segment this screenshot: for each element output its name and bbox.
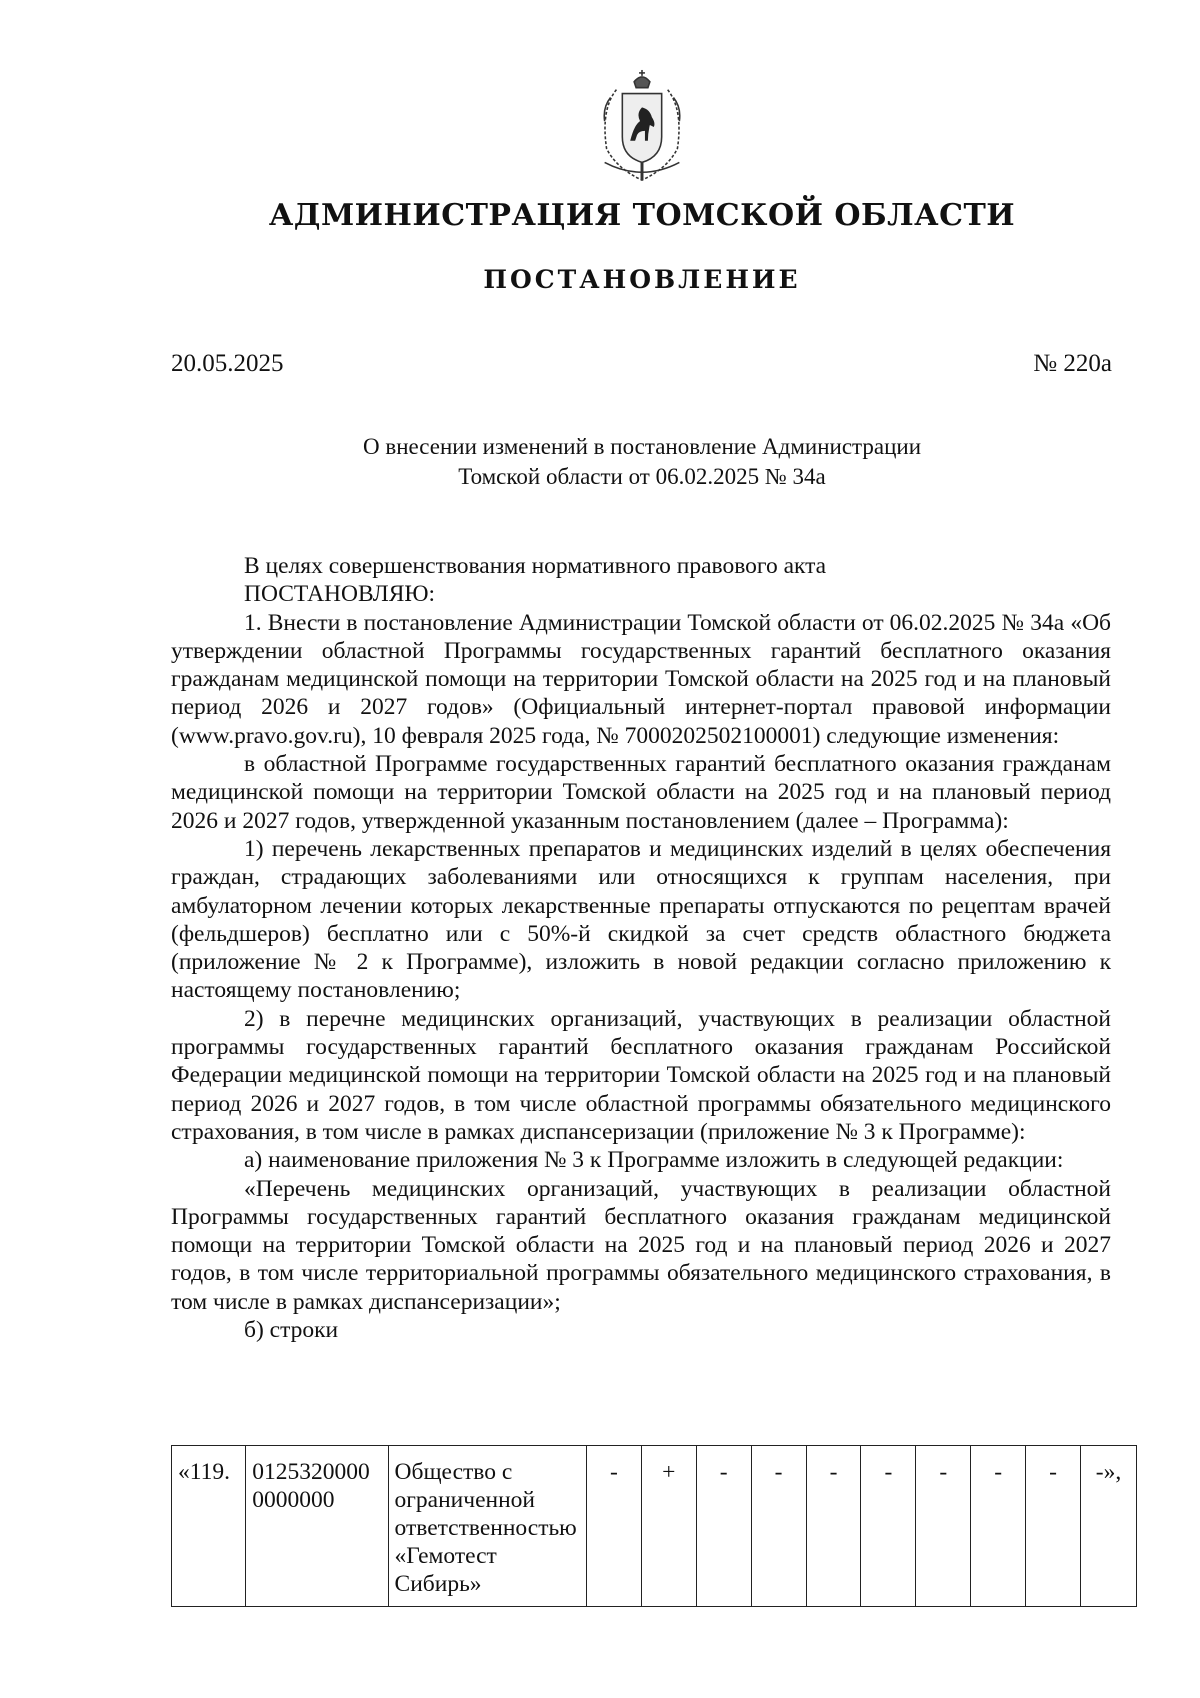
- table-row: [172, 1446, 1137, 1607]
- row-mark: +: [641, 1446, 696, 1607]
- row-mark: -: [696, 1446, 751, 1607]
- row-organization-name: Общество с ограниченной ответственностью «Гемотест Сибирь»: [388, 1446, 586, 1607]
- paragraph: 1. Внести в постановление Администрации Томской области от 06.02.2025 № 34а «Об утверждении областной Программы государственных гарантий бесплатного оказания гражданам медицинской помощи на территории Томской области на 2025 год и на плановый период 2026 и 2027 годов» (Официальный интернет-портал правовой информации (www.pravo.gov.ru), 10 февраля 2025 года, № 7000202502100001) следующие изменения:: [171, 609, 1111, 749]
- organizations-table: [171, 1445, 1137, 1607]
- organization-title: АДМИНИСТРАЦИЯ ТОМСКОЙ ОБЛАСТИ: [268, 198, 1016, 233]
- row-mark: -: [971, 1446, 1026, 1607]
- row-mark: -: [586, 1446, 641, 1607]
- paragraph: а) наименование приложения № 3 к Программе изложить в следующей редакции:: [244, 1147, 1064, 1174]
- row-number: «119.: [172, 1446, 246, 1607]
- row-mark: -: [806, 1446, 861, 1607]
- row-mark: -: [916, 1446, 971, 1607]
- document-subject: [0, 432, 1200, 492]
- row-mark: -: [751, 1446, 806, 1607]
- row-code-line: 0000000: [252, 1487, 335, 1513]
- paragraph: В целях совершенствования нормативного правового акта: [244, 553, 827, 579]
- coat-of-arms-icon: [583, 68, 701, 186]
- document-type: ПОСТАНОВЛЕНИЕ: [483, 265, 801, 294]
- row-mark: -: [1026, 1446, 1081, 1607]
- paragraph: в областной Программе государственных гарантий бесплатного оказания гражданам медицинской помощи на территории Томской области на 2025 год и на плановый период 2026 и 2027 годов, утвержденной указанным постановлением (далее – Программа):: [171, 751, 1111, 834]
- subject-line: Томской области от 06.02.2025 № 34а: [458, 464, 826, 489]
- row-mark: -»,: [1080, 1446, 1136, 1607]
- paragraph: 2) в перечне медицинских организаций, участвующих в реализации областной программы государственных гарантий бесплатного оказания гражданам Российской Федерации медицинской помощи на территории Томской области на 2025 год и на плановый период 2026 и 2027 годов, в том числе областной программы обязательного медицинского страхования, в том числе в рамках диспансеризации (приложение № 3 к Программе):: [171, 1005, 1111, 1145]
- paragraph: б) строки: [244, 1317, 339, 1344]
- document-body: [171, 552, 1111, 1344]
- paragraph: 1) перечень лекарственных препаратов и медицинских изделий в целях обеспечения граждан, страдающих заболеваниями или относящихся к группам населения, при амбулаторном лечении которых лекарственные препараты отпускаются по рецептам врачей (фельдшеров) бесплатно или с 50%-й скидкой за счет средств областного бюджета (приложение № 2 к Программе), изложить в новой редакции согласно приложению к настоящему постановлению;: [171, 835, 1111, 1004]
- subject-line: О внесении изменений в постановление Администрации: [362, 434, 922, 459]
- paragraph: «Перечень медицинских организаций, участвующих в реализации областной Программы государственных гарантий бесплатного оказания гражданам медицинской помощи на территории Томской области на 2025 год и на плановый период 2026 и 2027 годов, в том числе территориальной программы обязательного медицинского страхования, в том числе в рамках диспансеризации»;: [171, 1175, 1111, 1315]
- document-date: 20.05.2025: [171, 350, 284, 377]
- row-mark: -: [861, 1446, 916, 1607]
- document-number: № 220а: [1033, 350, 1112, 377]
- row-code-line: 0125320000: [252, 1459, 370, 1485]
- row-code: [246, 1446, 388, 1607]
- decree-keyword: ПОСТАНОВЛЯЮ:: [244, 581, 436, 608]
